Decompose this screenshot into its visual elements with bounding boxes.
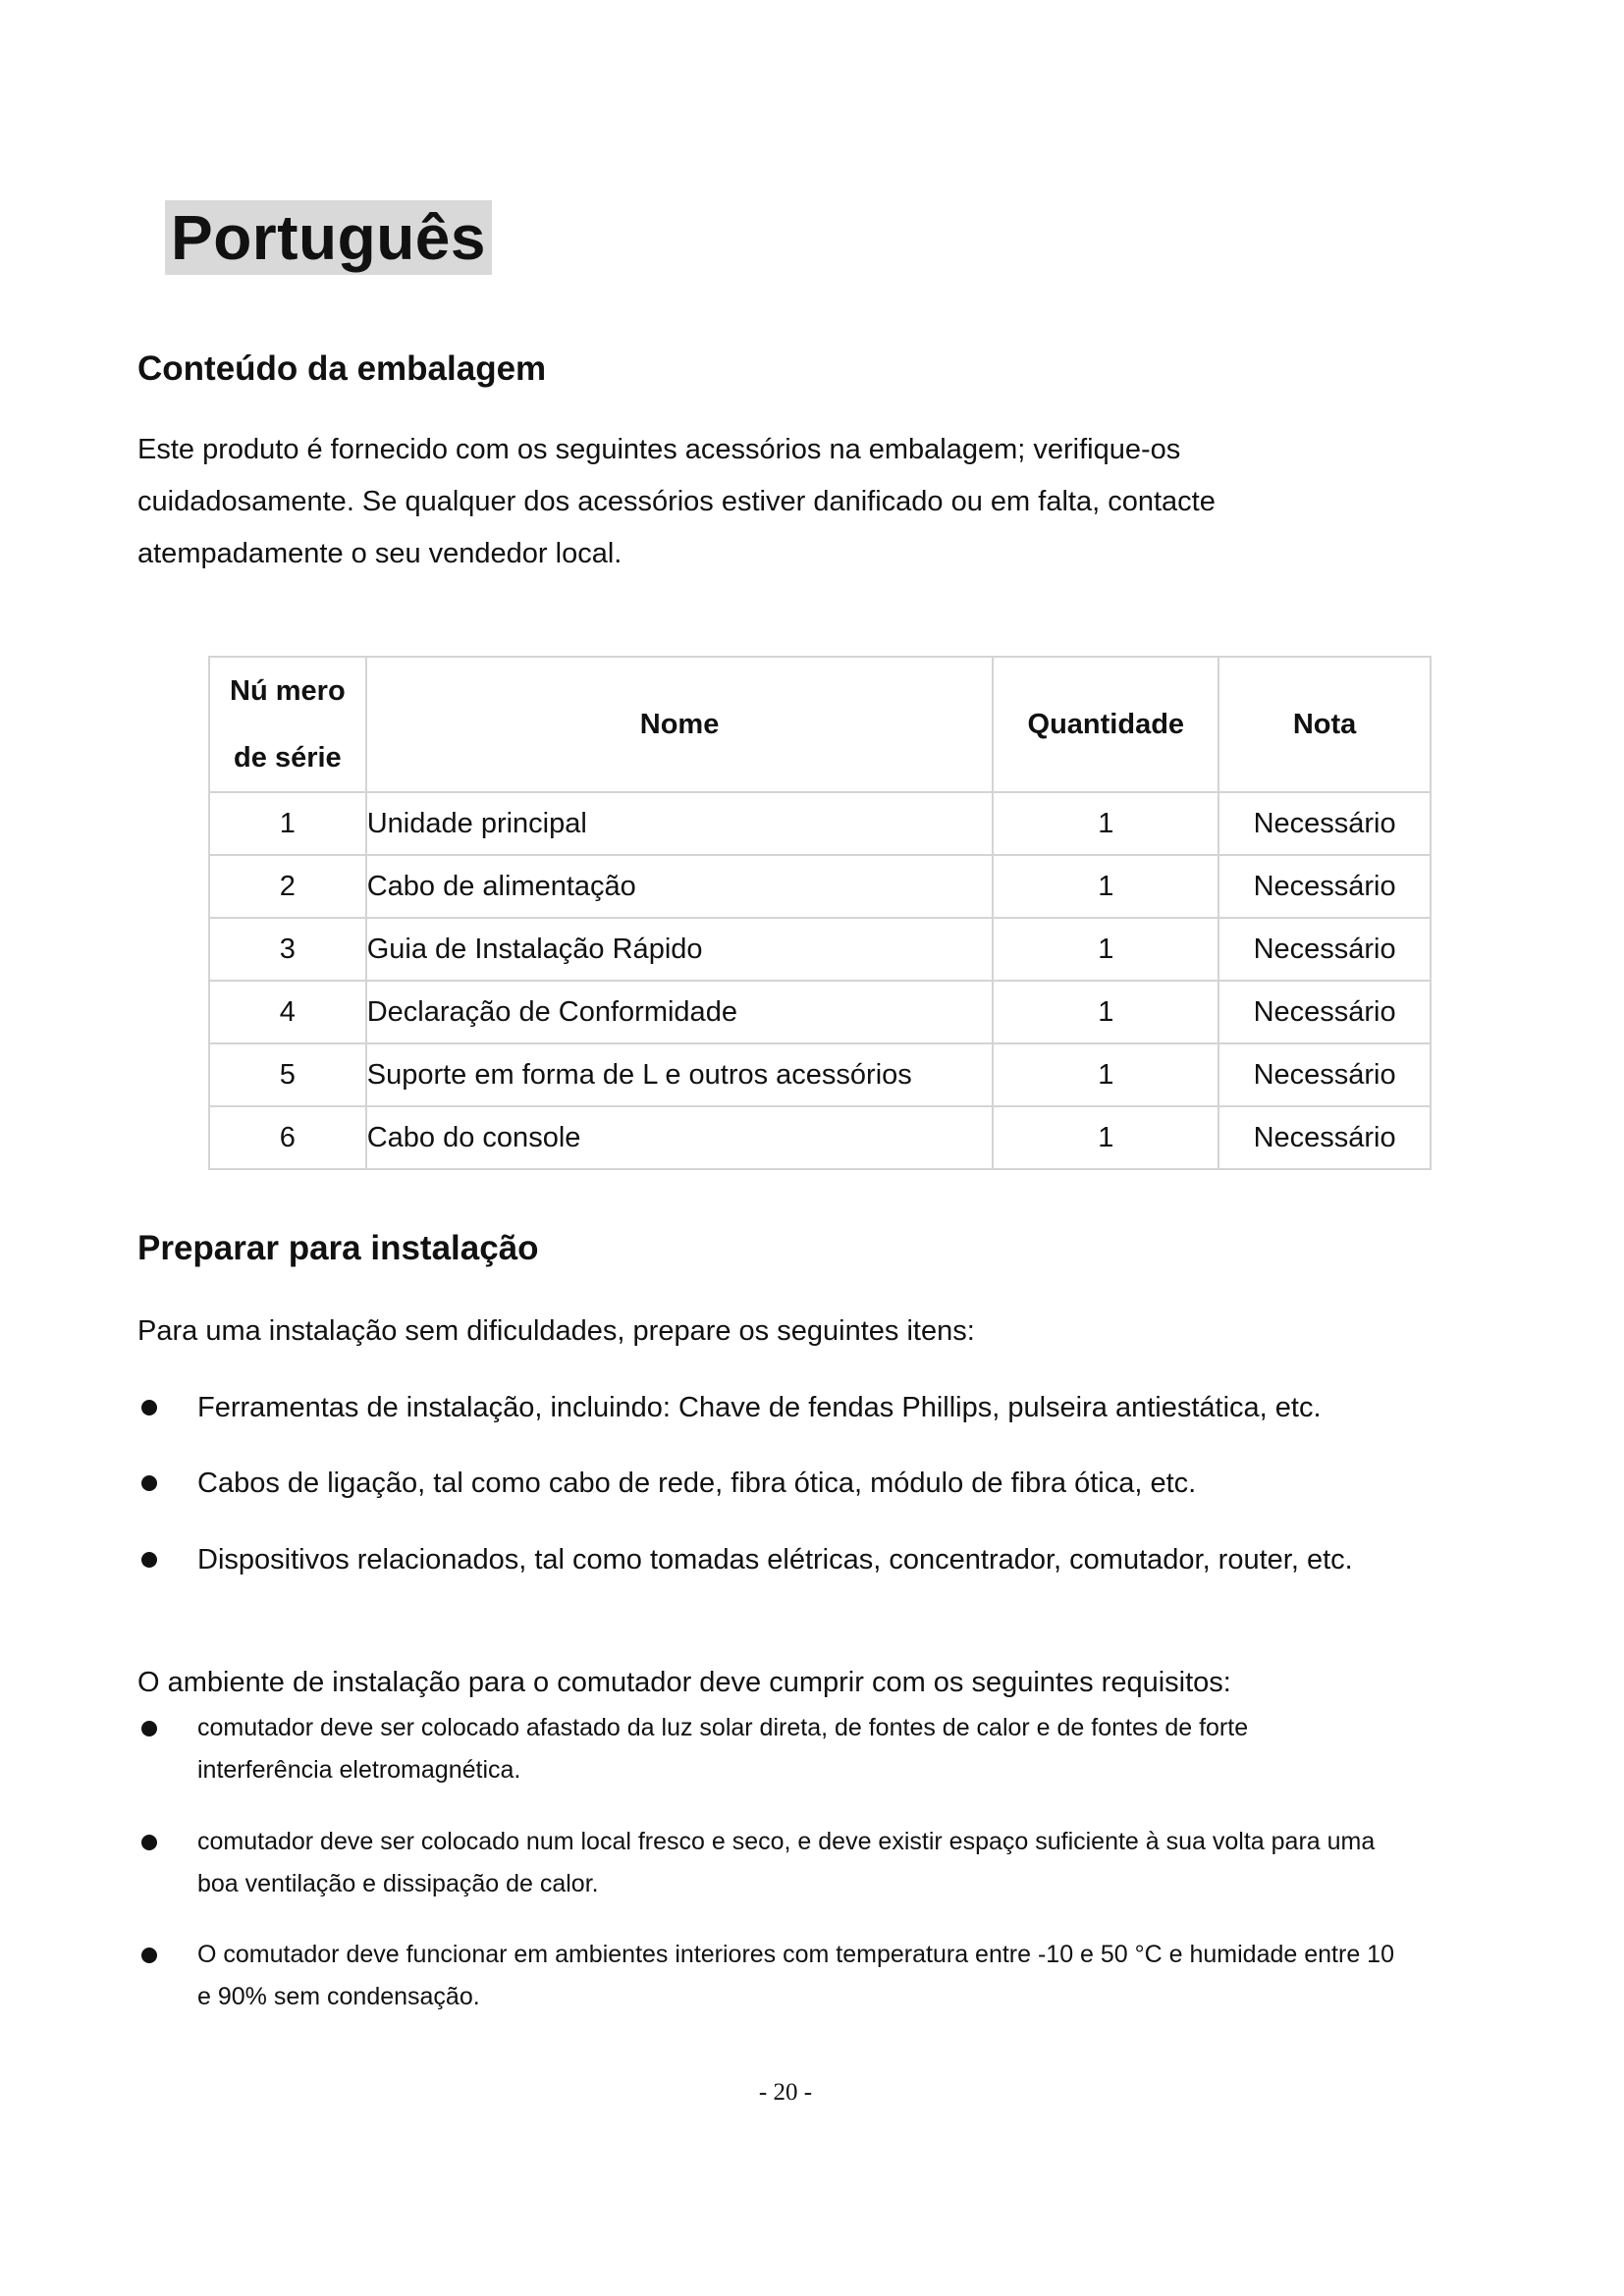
- environment-requirement: [197, 1821, 1474, 1905]
- cell-note: Necessário: [1218, 1106, 1431, 1169]
- bullet-icon: [141, 1948, 157, 1963]
- cell-note: Necessário: [1218, 855, 1431, 918]
- header-serial-line2: de série: [234, 742, 342, 774]
- prepare-intro: Para uma instalação sem dificuldades, prepare os seguintes itens:: [137, 1315, 975, 1347]
- table-header-row: [209, 657, 1431, 792]
- cell-note: Necessário: [1218, 1043, 1431, 1106]
- cell-quantity: 1: [993, 918, 1218, 981]
- cell-serial: 4: [209, 981, 366, 1043]
- cell-serial: 3: [209, 918, 366, 981]
- cell-quantity: 1: [993, 855, 1218, 918]
- header-note: Nota: [1218, 657, 1431, 792]
- bullet-icon: [141, 1835, 157, 1850]
- language-title: Português: [165, 200, 492, 275]
- cell-serial: 2: [209, 855, 366, 918]
- environment-intro: O ambiente de instalação para o comutador deve cumprir com os seguintes requisitos:: [137, 1667, 1231, 1698]
- prepare-item: Ferramentas de instalação, incluindo: Chave de fendas Phillips, pulseira antiestática, etc.: [197, 1392, 1322, 1423]
- prepare-installation-heading: Preparar para instalação: [137, 1229, 539, 1267]
- package-contents-heading: Conteúdo da embalagem: [137, 349, 547, 388]
- bullet-icon: [141, 1475, 157, 1491]
- cell-name: Suporte em forma de L e outros acessórios: [366, 1043, 994, 1106]
- table-row: [209, 981, 1431, 1043]
- cell-name: Cabo de alimentação: [366, 855, 994, 918]
- requirement-line: interferência eletromagnética.: [197, 1756, 521, 1784]
- cell-quantity: 1: [993, 1106, 1218, 1169]
- environment-requirement: [197, 1707, 1474, 1791]
- requirement-line: comutador deve ser colocado num local fresco e seco, e deve existir espaço suficiente à sua volta para uma: [197, 1828, 1376, 1855]
- cell-serial: 6: [209, 1106, 366, 1169]
- cell-serial: 5: [209, 1043, 366, 1106]
- requirement-line: comutador deve ser colocado afastado da luz solar direta, de fontes de calor e de fontes de forte: [197, 1714, 1249, 1741]
- cell-note: Necessário: [1218, 918, 1431, 981]
- cell-name: Unidade principal: [366, 792, 994, 855]
- requirement-line: boa ventilação e dissipação de calor.: [197, 1870, 599, 1897]
- package-intro: [137, 424, 1276, 580]
- package-intro-line: atempadamente o seu vendedor local.: [137, 538, 623, 569]
- package-intro-line: cuidadosamente. Se qualquer dos acessórios estiver danificado ou em falta, contacte: [137, 486, 1216, 517]
- header-quantity: Quantidade: [993, 657, 1218, 792]
- bullet-icon: [141, 1552, 157, 1568]
- prepare-item: Cabos de ligação, tal como cabo de rede, fibra ótica, módulo de fibra ótica, etc.: [197, 1468, 1197, 1499]
- table-row: [209, 792, 1431, 855]
- cell-note: Necessário: [1218, 792, 1431, 855]
- cell-name: Guia de Instalação Rápido: [366, 918, 994, 981]
- requirement-line: O comutador deve funcionar em ambientes interiores com temperatura entre -10 e 50 °C e humidade entre 10: [197, 1941, 1394, 1968]
- cell-name: Declaração de Conformidade: [366, 981, 994, 1043]
- cell-note: Necessário: [1218, 981, 1431, 1043]
- cell-quantity: 1: [993, 981, 1218, 1043]
- cell-name: Cabo do console: [366, 1106, 994, 1169]
- requirement-line: e 90% sem condensação.: [197, 1983, 480, 2010]
- table-row: [209, 855, 1431, 918]
- page-number: - 20 -: [758, 2079, 813, 2106]
- cell-quantity: 1: [993, 792, 1218, 855]
- table-row: [209, 918, 1431, 981]
- table-row: [209, 1106, 1431, 1169]
- cell-quantity: 1: [993, 1043, 1218, 1106]
- environment-requirement: [197, 1934, 1474, 2018]
- bullet-icon: [141, 1400, 157, 1415]
- package-contents-table: [208, 656, 1432, 1170]
- bullet-icon: [141, 1721, 157, 1736]
- header-serial-line1: Nú mero: [230, 675, 346, 707]
- prepare-item: Dispositivos relacionados, tal como tomadas elétricas, concentrador, comutador, router, etc.: [197, 1544, 1353, 1575]
- table-row: [209, 1043, 1431, 1106]
- cell-serial: 1: [209, 792, 366, 855]
- package-intro-line: Este produto é fornecido com os seguintes acessórios na embalagem; verifique-os: [137, 434, 1181, 465]
- header-serial-number: [209, 657, 366, 792]
- header-name: Nome: [366, 657, 994, 792]
